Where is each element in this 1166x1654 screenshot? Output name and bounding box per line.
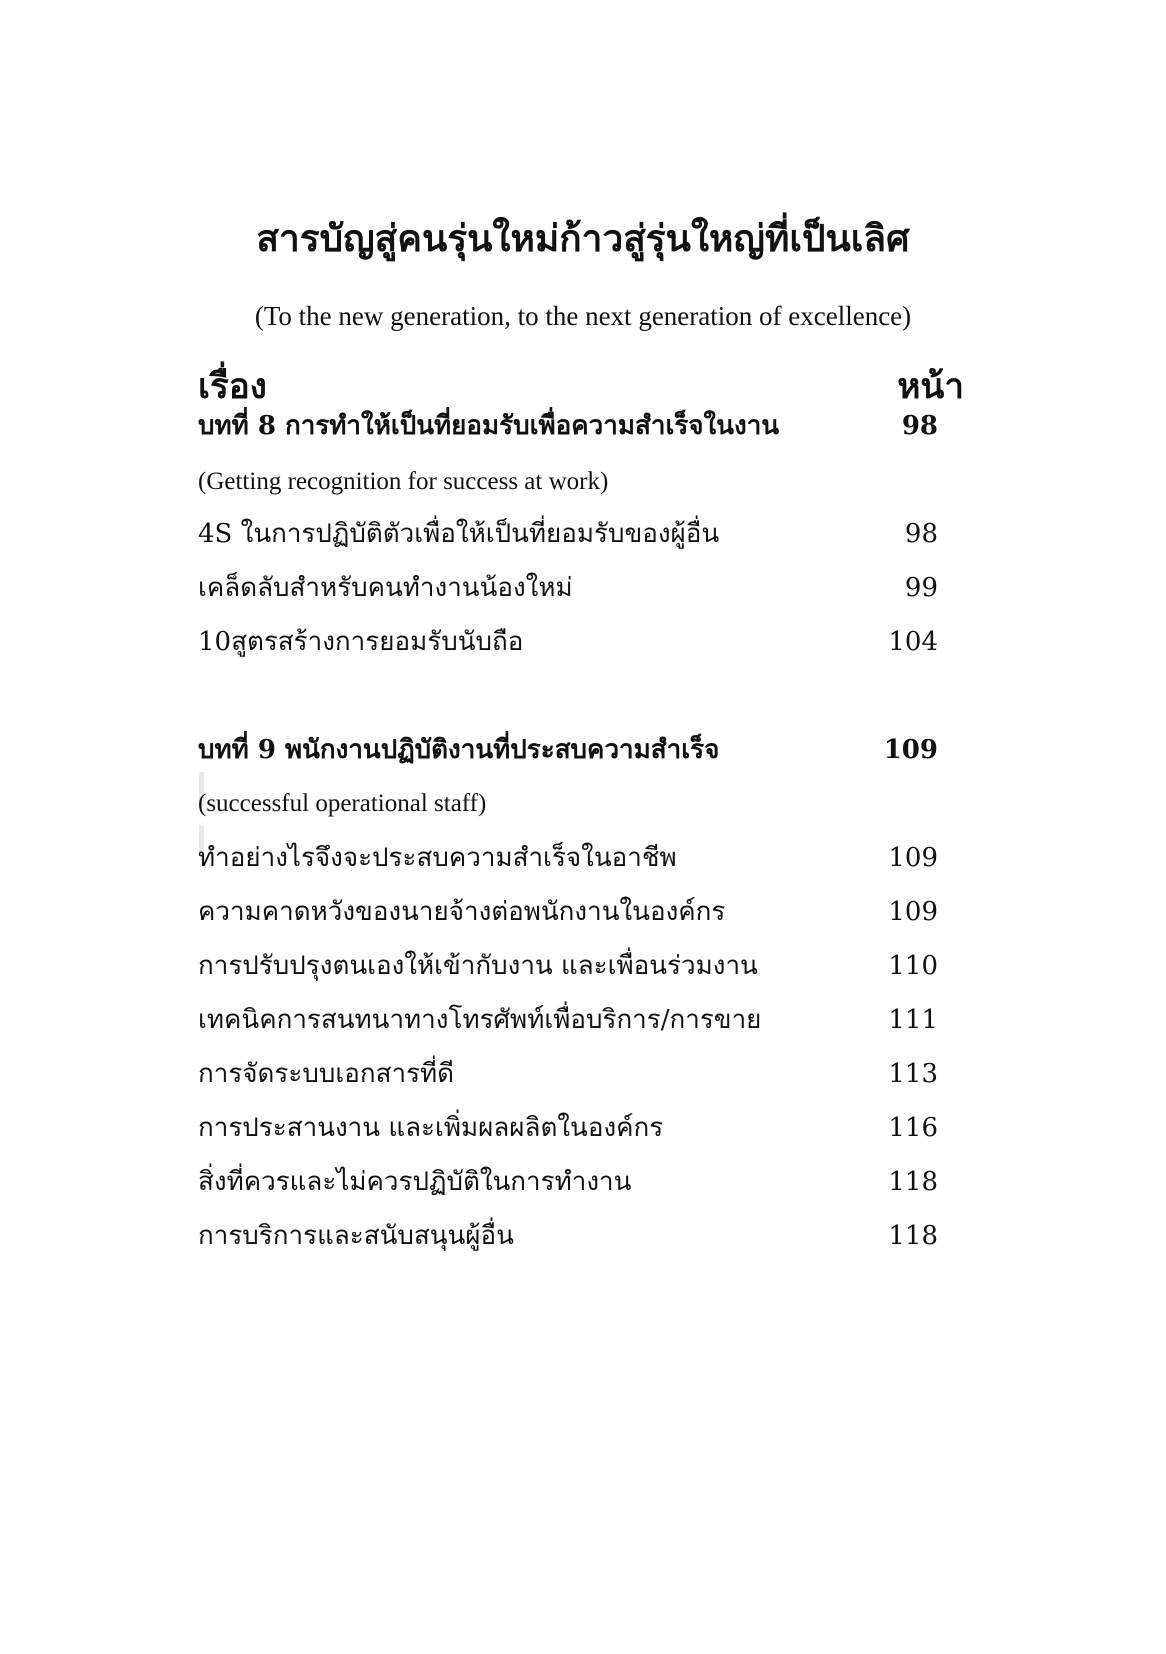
toc-entry-page: 116 (888, 1113, 938, 1143)
toc-entry-label: บทที่ 9 พนักงานปฏิบัติงานที่ประสบความสำเร็จ (198, 735, 720, 765)
toc-entry-page: 98 (901, 411, 938, 441)
toc-entry-label: เทคนิคการสนทนาทางโทรศัพท์เพื่อบริการ/การขาย (198, 1005, 762, 1035)
toc-entry-label: 4S ในการปฏิบัติตัวเพื่อให้เป็นที่ยอมรับของผู้อื่น (198, 519, 720, 549)
page-column-header: หน้า (897, 366, 964, 407)
toc-entry-label: เคล็ดลับสำหรับคนทำงานน้องใหม่ (198, 573, 573, 603)
toc-entry-label: (Getting recognition for success at work) (198, 468, 609, 495)
toc-entry (198, 568, 938, 608)
toc-entry-page: 111 (888, 1005, 938, 1035)
toc-entry (198, 1162, 938, 1202)
toc-entry (198, 892, 938, 932)
toc-entry (198, 838, 938, 878)
toc-entry-label: สิ่งที่ควรและไม่ควรปฏิบัติในการทำงาน (198, 1167, 632, 1197)
toc-entry (198, 514, 938, 554)
toc-entry-page: 118 (888, 1221, 938, 1251)
page-subtitle: (To the new generation, to the next generation of excellence) (254, 301, 912, 331)
toc-entry-label: ความคาดหวังของนายจ้างต่อพนักงานในองค์กร (198, 897, 726, 927)
toc-entry-page: 104 (888, 627, 938, 657)
toc-entry-label: การบริการและสนับสนุนผู้อื่น (198, 1221, 514, 1251)
toc-entry-label: การประสานงาน และเพิ่มผลผลิตในองค์กร (198, 1113, 664, 1143)
toc-entry-label: บทที่ 8 การทำให้เป็นที่ยอมรับเพื่อความสำเร็จในงาน (198, 411, 780, 441)
toc-entry-page: 113 (888, 1059, 938, 1089)
toc-entry-page: 118 (888, 1167, 938, 1197)
toc-entry-page: 109 (888, 897, 938, 927)
toc-entry (198, 1108, 938, 1148)
toc-entry-label: การปรับปรุงตนเองให้เข้ากับงาน และเพื่อนร่วมงาน (198, 951, 758, 981)
toc-entry-page: 99 (904, 573, 938, 603)
toc-entry-page: 109 (883, 735, 938, 765)
toc-entry-page: 98 (904, 519, 938, 549)
toc-entry-chapter-8 (198, 406, 938, 446)
topic-column-header: เรื่อง (198, 366, 267, 407)
toc-entry-label: (successful operational staff) (198, 790, 487, 817)
toc-entry (198, 1216, 938, 1256)
toc-entry (198, 1000, 938, 1040)
toc-entry-label: ทำอย่างไรจึงจะประสบความสำเร็จในอาชีพ (198, 843, 677, 873)
toc-entry (198, 1054, 938, 1094)
toc-entry-chapter-9 (198, 730, 938, 770)
toc-entry (198, 946, 938, 986)
toc-entry-page: 110 (888, 951, 938, 981)
toc-entry-label: การจัดระบบเอกสารที่ดี (198, 1059, 455, 1089)
page-title: สารบัญสู่คนรุ่นใหม่ก้าวสู่รุ่นใหญ่ที่เป็นเลิศ (256, 216, 910, 260)
toc-entry-label: 10สูตรสร้างการยอมรับนับถือ (198, 627, 524, 657)
toc-entry (198, 622, 938, 662)
toc-entry-subtitle (198, 784, 938, 824)
toc-entry-subtitle (198, 462, 938, 502)
toc-entry-page: 109 (888, 843, 938, 873)
